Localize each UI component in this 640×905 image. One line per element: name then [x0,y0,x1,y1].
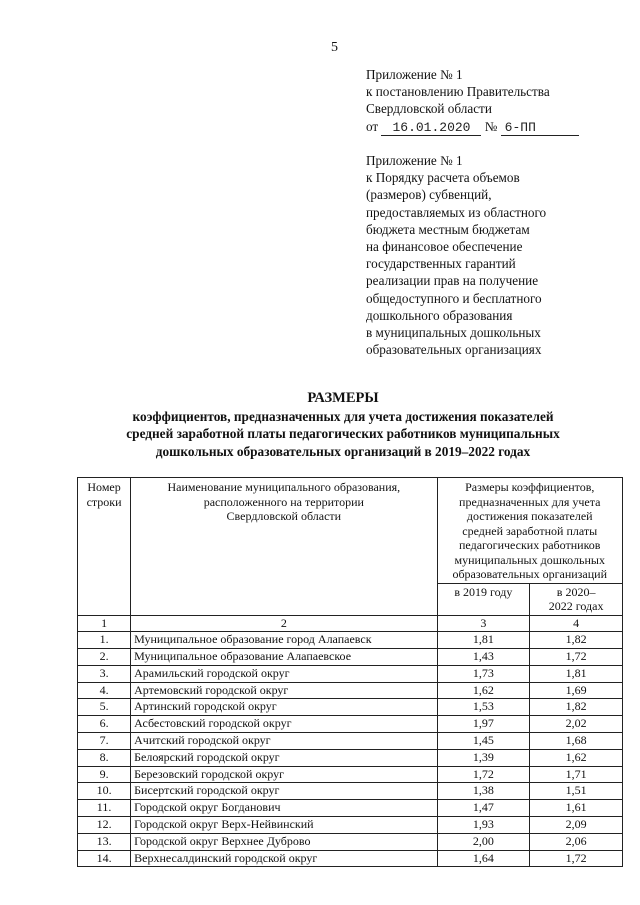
row-number: 1. [78,632,131,649]
table-row [78,632,623,649]
appendix-order [366,152,626,358]
header-text: расположенного на территории [203,494,364,509]
header-2020-2022 [530,583,623,615]
appendix-line: Свердловской области [366,101,492,117]
row-number: 6. [78,716,131,733]
row-number: 2. [78,649,131,666]
title-line: средней заработной платы педагогических работников муниципальных [126,426,560,441]
value-2020-2022: 1,71 [530,766,623,783]
appendix-line: (размеров) субвенций, [366,187,492,203]
appendix-line: образовательных организациях [366,342,542,358]
municipality-name: Бисертский городской округ [131,783,437,800]
header-text: 2022 годах [548,599,604,613]
appendix-line: Приложение № 1 [366,153,463,168]
header-text: муниципальных дошкольных [454,552,605,567]
column-number: 2 [131,615,437,632]
value-2020-2022: 1,62 [530,749,623,766]
table-row [78,699,623,716]
table-row [78,749,623,766]
value-2019: 1,45 [437,733,530,750]
table-row [78,800,623,817]
number-prefix: № [484,118,498,134]
table-row [78,817,623,834]
resolution-date: 16.01.2020 [381,121,481,136]
municipality-name: Верхнесалдинский городской округ [131,850,437,867]
value-2019: 1,62 [437,682,530,699]
title-main: РАЗМЕРЫ [307,390,379,406]
appendix-line: на финансовое обеспечение [366,239,523,255]
column-number-row [78,615,623,632]
value-2019: 2,00 [437,833,530,850]
row-number: 14. [78,850,131,867]
municipality-name: Муниципальное образование Алапаевское [131,649,437,666]
document-title [60,390,626,460]
table-row [78,766,623,783]
column-number: 4 [530,615,623,632]
value-2019: 1,38 [437,783,530,800]
header-2019 [437,583,530,615]
value-2020-2022: 1,82 [530,699,623,716]
municipality-name: Белоярский городской округ [131,749,437,766]
value-2020-2022: 1,81 [530,665,623,682]
row-number: 7. [78,733,131,750]
value-2019: 1,72 [437,766,530,783]
value-2019: 1,53 [437,699,530,716]
row-number: 10. [78,783,131,800]
column-number: 1 [78,615,131,632]
header-text: в 2019 году [454,584,513,599]
appendix-line: реализации прав на получение [366,273,539,289]
table-row [78,716,623,733]
header-text: строки [86,494,122,509]
municipality-name: Городской округ Верхнее Дуброво [131,833,437,850]
value-2020-2022: 2,02 [530,716,623,733]
value-2019: 1,64 [437,850,530,867]
value-2020-2022: 1,72 [530,649,623,666]
header-text: достижения показателей [466,509,593,523]
header-municipality [131,478,437,616]
header-text: Свердловской области [226,509,342,523]
appendix-line: общедоступного и бесплатного [366,290,542,306]
municipality-name: Артинский городской округ [131,699,437,716]
appendix-line: государственных гарантий [366,256,516,272]
table-row [78,733,623,750]
municipality-name: Городской округ Богданович [131,800,437,817]
header-coefficients [437,478,623,584]
table-row [78,833,623,850]
row-number: 9. [78,766,131,783]
value-2019: 1,39 [437,749,530,766]
value-2020-2022: 1,82 [530,632,623,649]
coefficients-table [77,477,623,867]
value-2019: 1,81 [437,632,530,649]
municipality-name: Асбестовский городской округ [131,716,437,733]
header-text: предназначенных для учета [459,494,601,509]
municipality-name: Артемовский городской округ [131,682,437,699]
page-number: 5 [331,40,338,55]
row-number: 13. [78,833,131,850]
value-2020-2022: 2,06 [530,833,623,850]
value-2020-2022: 1,72 [530,850,623,867]
municipality-name: Березовский городской округ [131,766,437,783]
appendix-government-resolution [366,66,626,136]
row-number: 8. [78,749,131,766]
value-2020-2022: 1,61 [530,800,623,817]
table-row [78,783,623,800]
value-2020-2022: 2,09 [530,817,623,834]
municipality-name: Муниципальное образование город Алапаевск [131,632,437,649]
header-text: Номер [87,480,121,494]
header-text: образовательных организаций [452,567,608,581]
resolution-number: 6-ПП [501,121,579,136]
municipality-name: Городской округ Верх-Нейвинский [131,817,437,834]
title-line: дошкольных образовательных организаций в 2019–2022 годах [155,443,531,459]
value-2019: 1,73 [437,665,530,682]
appendix-line: к постановлению Правительства [366,84,550,100]
header-text: Наименование муниципального образования, [167,480,401,494]
value-2020-2022: 1,68 [530,733,623,750]
header-text: в 2020– [556,584,596,599]
appendix-line: дошкольного образования [366,307,513,323]
title-line: коэффициентов, предназначенных для учета достижения показателей [132,408,554,424]
table-row [78,649,623,666]
row-number: 3. [78,665,131,682]
value-2019: 1,97 [437,716,530,733]
date-prefix: от [366,118,379,134]
appendix-line: бюджета местным бюджетам [366,221,530,237]
appendix-line: предоставляемых из областного [366,204,547,220]
row-number: 12. [78,817,131,834]
row-number: 4. [78,682,131,699]
header-text: педагогических работников [459,538,601,552]
header-text: Размеры коэффициентов, [465,480,595,494]
row-number: 11. [78,800,131,817]
value-2019: 1,43 [437,649,530,666]
appendix-line: Приложение № 1 [366,67,463,82]
header-row-number [78,478,131,616]
column-number: 3 [437,615,530,632]
value-2020-2022: 1,51 [530,783,623,800]
appendix-line: в муниципальных дошкольных [366,325,541,341]
table-row [78,665,623,682]
table-row [78,682,623,699]
municipality-name: Арамильский городской округ [131,665,437,682]
value-2019: 1,47 [437,800,530,817]
table-row [78,850,623,867]
value-2019: 1,93 [437,817,530,834]
row-number: 5. [78,699,131,716]
resolution-date-line [366,118,626,136]
value-2020-2022: 1,69 [530,682,623,699]
appendix-line: к Порядку расчета объемов [366,170,520,186]
header-text: средней заработной платы [462,523,598,538]
municipality-name: Ачитский городской округ [131,733,437,750]
